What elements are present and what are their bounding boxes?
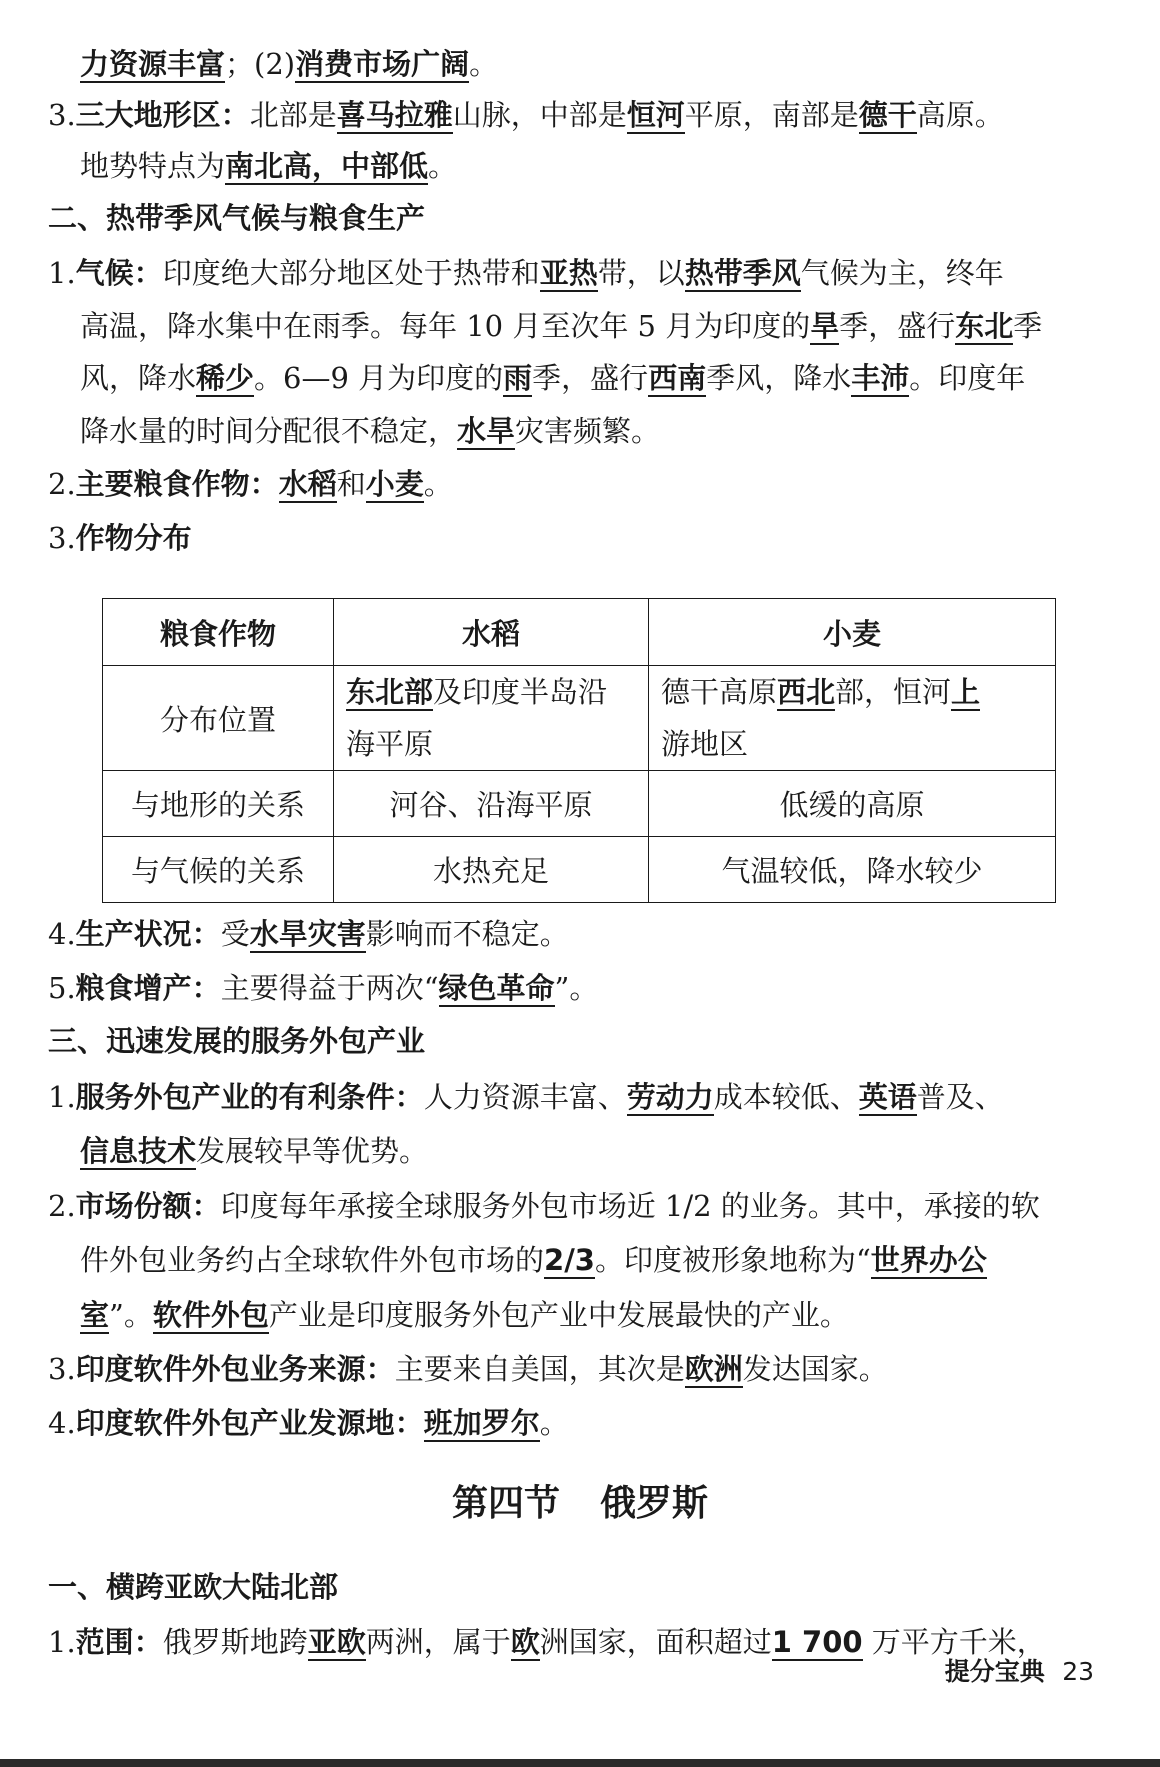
item-heading: 服务外包产业的有利条件： — [75, 1080, 424, 1114]
line-2 — [48, 95, 1118, 135]
text: 成本较低、 — [713, 1080, 859, 1114]
line-3 — [80, 146, 1150, 186]
line-4 — [48, 253, 1118, 293]
answer-blank: 上 — [951, 675, 981, 709]
text: 。6—9 月为印度的 — [254, 361, 504, 395]
text: 两洲，属于 — [365, 1625, 511, 1659]
text: ”。 — [109, 1298, 153, 1332]
item-number: 5. — [48, 971, 76, 1005]
answer-blank: 欧洲 — [684, 1352, 743, 1386]
text: 降水量的时间分配很不稳定， — [80, 414, 458, 448]
answer-blank: 东北部 — [346, 675, 434, 709]
item-heading: 印度软件外包业务来源： — [75, 1352, 395, 1386]
table-cell — [334, 666, 649, 771]
answer-blank: 旱 — [810, 309, 840, 343]
item-heading: 范围： — [75, 1625, 163, 1659]
answer-blank: 水稻 — [278, 467, 337, 501]
text: 海平原 — [346, 727, 434, 761]
answer-blank: 喜马拉雅 — [336, 98, 453, 132]
text: 季，盛行 — [532, 361, 649, 395]
line-10 — [48, 914, 1118, 954]
answer-blank: 南北高，中部低 — [225, 149, 429, 183]
line-7 — [80, 411, 1150, 451]
item-number: 3. — [48, 1352, 76, 1386]
line-1 — [80, 44, 1150, 84]
answer-blank: 水旱 — [457, 414, 516, 448]
line-13 — [80, 1131, 1150, 1171]
text: 高温，降水集中在雨季。每年 10 月至次年 5 月为印度的 — [80, 309, 811, 343]
answer-blank: 世界办公 — [870, 1243, 987, 1277]
text: ；(2) — [225, 47, 296, 81]
answer-blank: 德干 — [858, 98, 917, 132]
line-5 — [80, 306, 1150, 346]
section-name: 俄罗斯 — [600, 1482, 709, 1524]
section-heading-3: 三、迅速发展的服务外包产业 — [48, 1024, 426, 1058]
item-number: 1. — [48, 1080, 76, 1114]
answer-blank: 1 700 — [771, 1625, 863, 1659]
answer-blank: 稀少 — [196, 361, 255, 395]
answer-blank: 亚热 — [539, 256, 598, 290]
table-row — [103, 837, 1056, 903]
line-15 — [80, 1240, 1150, 1280]
text: 平原，南部是 — [684, 98, 859, 132]
text: 发展较早等优势。 — [196, 1134, 429, 1168]
table-header: 小麦 — [649, 599, 1056, 666]
line-14 — [48, 1186, 1118, 1226]
text: 普及、 — [916, 1080, 1004, 1114]
item-number: 1. — [48, 256, 76, 290]
text: 。 — [423, 467, 453, 501]
text: 部，恒河 — [835, 675, 952, 709]
text: 影响而不稳定。 — [365, 917, 569, 951]
text: 主要得益于两次“ — [220, 971, 439, 1005]
table-cell: 水热充足 — [334, 837, 649, 903]
table-header: 水稻 — [334, 599, 649, 666]
text: 。 — [428, 149, 458, 183]
table-cell: 低缓的高原 — [649, 771, 1056, 837]
answer-blank: 软件外包 — [152, 1298, 269, 1332]
item-number: 3. — [48, 521, 76, 555]
answer-blank: 欧 — [510, 1625, 540, 1659]
text: 北部是 — [249, 98, 337, 132]
item-number: 4. — [48, 1406, 76, 1440]
text: 及印度半岛沿 — [433, 675, 608, 709]
table-header-row — [103, 599, 1056, 666]
text: 气候为主，终年 — [800, 256, 1004, 290]
text: 游地区 — [661, 727, 749, 761]
text: 季 — [1013, 309, 1043, 343]
item-heading: 印度软件外包产业发源地： — [75, 1406, 424, 1440]
answer-blank: 信息技术 — [80, 1134, 197, 1168]
text: 主要来自美国，其次是 — [394, 1352, 685, 1386]
item-number: 2. — [48, 1189, 76, 1223]
text: 产业是印度服务外包产业中发展最快的产业。 — [268, 1298, 849, 1332]
text: 德干高原 — [661, 675, 778, 709]
answer-blank: 亚欧 — [307, 1625, 366, 1659]
page-number: 23 — [1062, 1657, 1094, 1686]
text: 俄罗斯地跨 — [162, 1625, 308, 1659]
table-row — [103, 771, 1056, 837]
item-heading: 粮食增产： — [75, 971, 221, 1005]
text: 受 — [220, 917, 250, 951]
item-number: 3. — [48, 98, 76, 132]
table-cell: 与地形的关系 — [103, 771, 334, 837]
bottom-edge-bar — [0, 1759, 1160, 1767]
answer-blank: 东北 — [955, 309, 1014, 343]
answer-blank: 班加罗尔 — [423, 1406, 540, 1440]
text: 带，以 — [597, 256, 685, 290]
text: 。 — [539, 1406, 569, 1440]
answer-blank: 雨 — [503, 361, 533, 395]
table-cell — [649, 666, 1056, 771]
text: 印度每年承接全球服务外包市场近 1/2 的业务。其中，承接的软 — [220, 1189, 1040, 1223]
item-number: 2. — [48, 467, 76, 501]
table-cell: 河谷、沿海平原 — [334, 771, 649, 837]
answer-blank: 2/3 — [544, 1243, 595, 1277]
text: 万平方千米， — [862, 1625, 1046, 1659]
section-number: 第四节 — [451, 1482, 560, 1524]
text: 地势特点为 — [80, 149, 226, 183]
text: 发达国家。 — [742, 1352, 888, 1386]
crop-distribution-table — [102, 598, 1056, 903]
table-row — [103, 666, 1056, 771]
answer-blank: 西北 — [777, 675, 836, 709]
text: 季风，降水 — [706, 361, 852, 395]
text: 山脉，中部是 — [452, 98, 627, 132]
text: 洲国家，面积超过 — [539, 1625, 772, 1659]
text: 高原。 — [916, 98, 1004, 132]
item-heading: 生产状况： — [75, 917, 221, 951]
answer-blank: 丰沛 — [851, 361, 910, 395]
answer-blank: 室 — [80, 1298, 110, 1332]
line-9 — [48, 518, 1118, 558]
answer-blank: 恒河 — [626, 98, 685, 132]
table-cell: 分布位置 — [103, 666, 334, 771]
item-heading: 主要粮食作物： — [75, 467, 279, 501]
answer-blank: 水旱灾害 — [249, 917, 366, 951]
line-16 — [80, 1295, 1150, 1335]
item-heading: 三大地形区： — [75, 98, 250, 132]
line-6 — [80, 358, 1150, 398]
line-8 — [48, 464, 1118, 504]
section-heading-2: 二、热带季风气候与粮食生产 — [48, 201, 426, 235]
line-12 — [48, 1077, 1118, 1117]
text: 。 — [469, 47, 499, 81]
answer-blank: 英语 — [858, 1080, 917, 1114]
answer-blank: 小麦 — [365, 467, 424, 501]
text: ”。 — [554, 971, 599, 1005]
item-number: 1. — [48, 1625, 76, 1659]
text: 。印度年 — [909, 361, 1026, 395]
text: 人力资源丰富、 — [423, 1080, 627, 1114]
item-heading: 气候： — [75, 256, 163, 290]
item-heading: 作物分布 — [75, 521, 192, 555]
section-title — [0, 1480, 1160, 1526]
book-title: 提分宝典 — [944, 1657, 1045, 1686]
text: 件外包业务约占全球软件外包市场的 — [80, 1243, 545, 1277]
item-heading: 市场份额： — [75, 1189, 221, 1223]
text: 和 — [336, 467, 366, 501]
text: 风，降水 — [80, 361, 197, 395]
table-cell: 气温较低，降水较少 — [649, 837, 1056, 903]
answer-blank: 力资源丰富 — [80, 47, 226, 81]
table-cell: 与气候的关系 — [103, 837, 334, 903]
line-17 — [48, 1349, 1118, 1389]
table-header: 粮食作物 — [103, 599, 334, 666]
line-11 — [48, 968, 1118, 1008]
answer-blank: 消费市场广阔 — [295, 47, 470, 81]
answer-blank: 西南 — [648, 361, 707, 395]
answer-blank: 热带季风 — [684, 256, 801, 290]
page-footer — [945, 1652, 1094, 1688]
answer-blank: 绿色革命 — [438, 971, 555, 1005]
text: 灾害频繁。 — [515, 414, 661, 448]
item-number: 4. — [48, 917, 76, 951]
text: 季，盛行 — [839, 309, 956, 343]
answer-blank: 劳动力 — [626, 1080, 714, 1114]
text: 。印度被形象地称为“ — [594, 1243, 871, 1277]
text: 印度绝大部分地区处于热带和 — [162, 256, 540, 290]
section-heading-4: 一、横跨亚欧大陆北部 — [48, 1570, 339, 1604]
line-18 — [48, 1403, 1118, 1443]
